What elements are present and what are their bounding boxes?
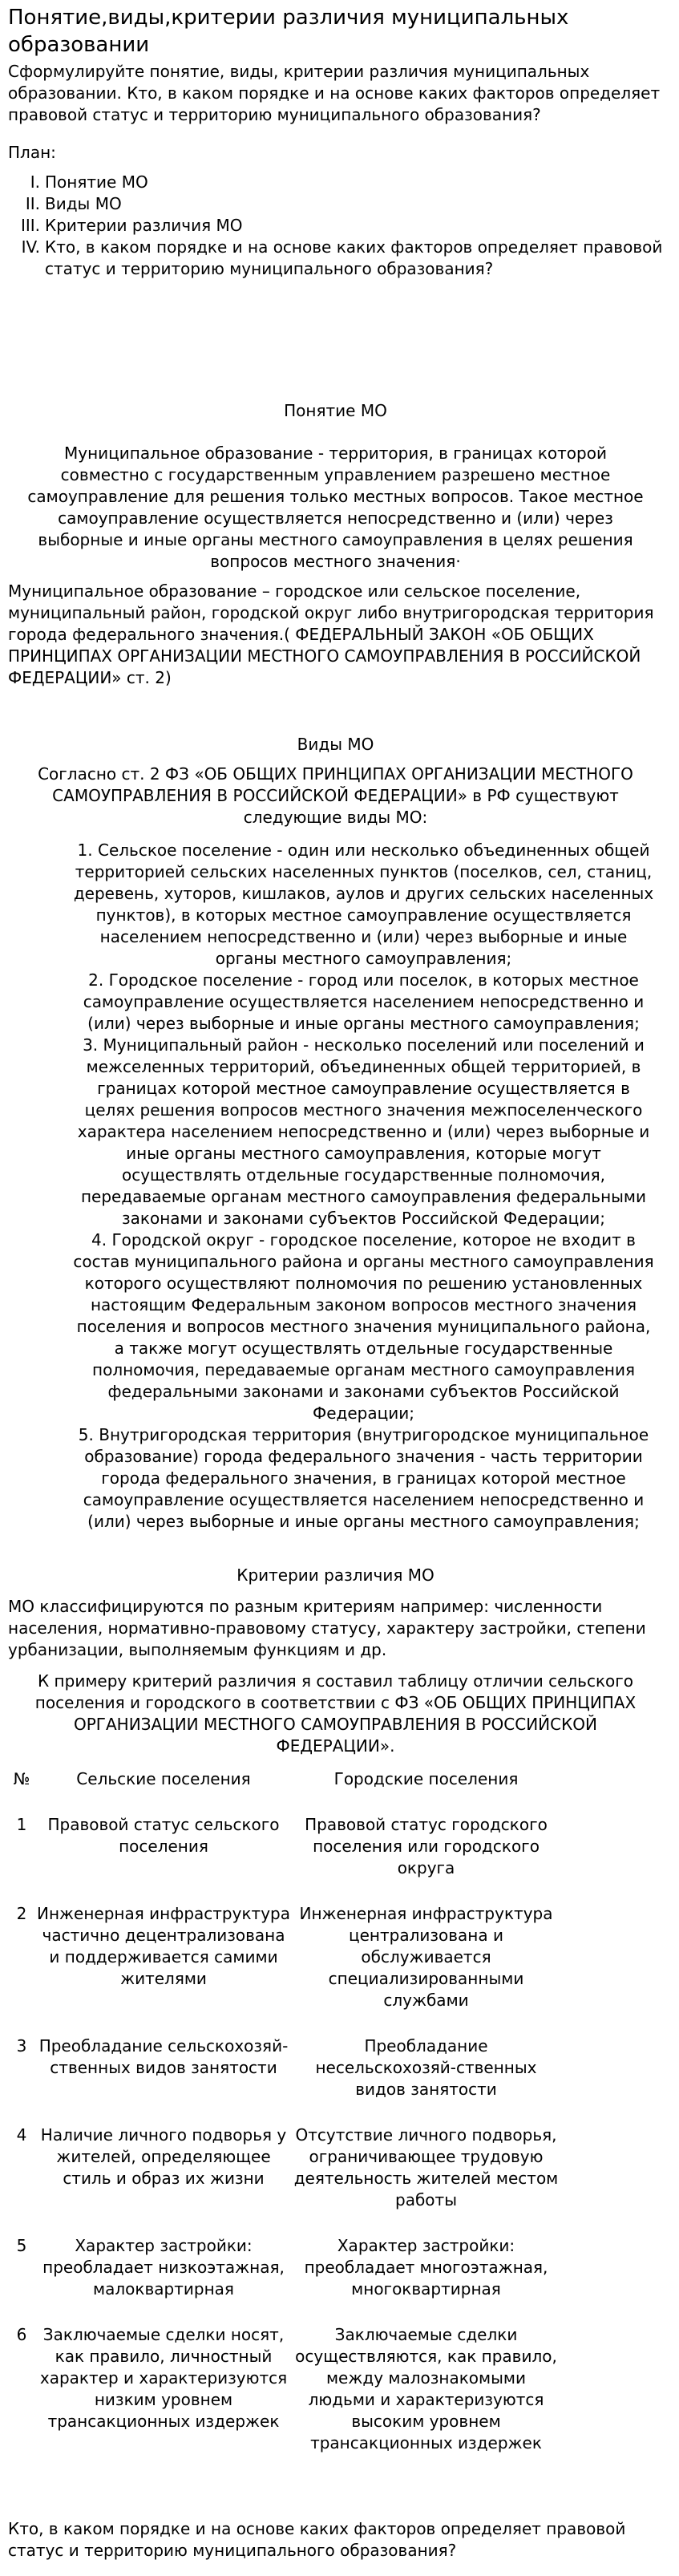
plan-item-text: Понятие МО <box>45 172 148 192</box>
types-item: 3. Муниципальный район - несколько поселений или поселений и межселенных территорий, объединенных общей территорией, в границах которой местное самоуправление осуществляется в целях решения вопросов местного значения межпоселенческого характера населением непосредственно и (или) через выборные и иные органы местного самоуправления, которые могут осуществлять отдельные государственные полномочия, передаваемые органам местного самоуправления федеральными законами и законами субъектов Российской Федерации; <box>77 1035 650 1228</box>
table-cell-urban: Правовой статус городского поселения или городского округа <box>305 1814 548 1877</box>
table-header-row <box>8 1768 560 1814</box>
table-header-rural: Сельские поселения <box>76 1768 251 1788</box>
table-header-urban: Городские поселения <box>333 1768 519 1788</box>
table-cell-rural: Наличие личного подворья у жителей, определяющее стиль и образ их жизни <box>40 2124 287 2188</box>
table-cell-rural: Правовой статус сельского поселения <box>47 1814 280 1856</box>
types-heading: Виды МО <box>297 734 374 754</box>
table-cell-rural: Характер застройки: преобладает низкоэтажная, малоквартирная <box>42 2235 285 2299</box>
table-cell-urban: Инженерная инфраструктура централизована и обслуживается специализированными службами <box>299 1903 553 2010</box>
types-item: 5. Внутригородская территория (внутригородское муниципальное образование) города федерального значения - часть территории города федерального значения, в границах которой местное самоуправление осуществляется населением непосредственно и (или) через выборные и иные органы местного самоуправления; <box>78 1424 649 1531</box>
document-page <box>0 5 663 2562</box>
table-cell-urban: Характер застройки: преобладает многоэтажная, многоквартирная <box>304 2235 548 2299</box>
types-intro: Согласно ст. 2 ФЗ «ОБ ОБЩИХ ПРИНЦИПАХ ОРГАНИЗАЦИИ МЕСТНОГО САМОУПРАВЛЕНИЯ В РОССИЙСКОЙ ФЕДЕРАЦИИ» в РФ существуют следующие виды МО: <box>38 763 633 827</box>
table-cell-rural: Заключаемые сделки носят, как правило, личностный характер и характеризуются низким уровнем трансакционных издержек <box>39 2324 288 2431</box>
table-cell-rural: Преобладание сельскохозяй-ственных видов занятости <box>38 2035 289 2077</box>
plan-item-text: Критерии различия МО <box>45 215 243 235</box>
types-item: 4. Городской округ - городское поселение, которое не входит в состав муниципального района и органы местного самоуправления которого осуществляют полномочия по решению установленных настоящим Федеральным законом вопросов местного значения поселения и вопросов местного значения муниципального района, а также могут осуществлять отдельные государственные полномочия, передаваемые органам местного самоуправления федеральными законами и законами субъектов Российской Федерации; <box>73 1229 654 1423</box>
spacer <box>8 1533 663 1565</box>
table-cell-number: 1 <box>16 1814 27 1834</box>
table-header-number: № <box>13 1768 30 1788</box>
table-row <box>8 2235 560 2324</box>
concept-definition: Муниципальное образование - территория, в границах которой совместно с государственным управлением разрешено местное самоуправление для решения только местных вопросов. Такое местное самоуправление осуществляется непосредственно и (или) через выборные и иные органы местного самоуправления в целях решения вопросов местного значения· <box>27 443 644 571</box>
plan-label: План: <box>8 142 56 162</box>
plan-list <box>8 172 663 280</box>
table-row <box>8 1903 560 2035</box>
table-row <box>8 2324 560 2478</box>
table-cell-urban: Отсутствие личного подворья, ограничивающее трудовую деятельность жителей местом работы <box>293 2124 559 2209</box>
table-cell-rural: Инженерная инфраструктура частично децентрализована и поддерживается самими жителями <box>37 1903 290 1988</box>
closing-question: Кто, в каком порядке и на основе каких факторов определяет правовой статус и территорию муниципального образования? <box>8 2518 626 2560</box>
table-row <box>8 1814 560 1903</box>
table-row <box>8 2124 560 2235</box>
spacer <box>8 2478 663 2518</box>
table-cell-number: 2 <box>16 1903 27 1923</box>
comparison-table <box>8 1768 560 2478</box>
table-cell-number: 5 <box>16 2235 27 2255</box>
plan-item-number: II. <box>25 193 40 213</box>
concept-heading: Понятие МО <box>284 400 387 420</box>
plan-item <box>8 215 663 237</box>
types-item: 2. Городское поселение - город или поселок, в которых местное самоуправление осуществляется населением непосредственно и (или) через выборные и иные органы местного самоуправления; <box>83 970 645 1033</box>
page-title: Понятие,виды,критерии различия муниципальных образовании <box>8 6 569 57</box>
table-intro: К примеру критерий различия я составил таблицу отличии сельского поселения и городского в соответствии с ФЗ «ОБ ОБЩИХ ПРИНЦИПАХ ОРГАНИЗАЦИИ МЕСТНОГО САМОУПРАВЛЕНИЯ В РОССИЙСКОЙ ФЕДЕРАЦИИ». <box>34 1671 637 1756</box>
spacer <box>8 280 663 400</box>
table-cell-number: 6 <box>16 2324 27 2344</box>
plan-item-text: Виды МО <box>45 193 122 213</box>
plan-item-text: Кто, в каком порядке и на основе каких факторов определяет правовой статус и территорию муниципального образования? <box>45 237 663 278</box>
intro-question: Сформулируйте понятие, виды, критерии различия муниципальных образовании. Кто, в каком порядке и на основе каких факторов определяет правовой статус и территорию муниципального образования? <box>8 61 661 124</box>
criteria-heading: Критерии различия МО <box>236 1565 434 1585</box>
table-cell-urban: Заключаемые сделки осуществляются, как правило, между малознакомыми людьми и характеризуются высоким уровнем трансакционных издержек <box>295 2324 557 2452</box>
table-row <box>8 2035 560 2124</box>
plan-item <box>8 237 663 280</box>
plan-item-number: IV. <box>21 237 40 257</box>
plan-item <box>8 193 663 215</box>
plan-item <box>8 172 663 193</box>
concept-paragraph: Муниципальное образование – городское или сельское поселение, муниципальный район, городской округ либо внутригородская территория города федерального значения.( ФЕДЕРАЛЬНЫЙ ЗАКОН «ОБ ОБЩИХ ПРИНЦИПАХ ОРГАНИЗАЦИИ МЕСТНОГО САМОУПРАВЛЕНИЯ В РОССИЙСКОЙ ФЕДЕРАЦИИ» ст. 2) <box>8 581 654 687</box>
table-cell-number: 3 <box>16 2035 27 2056</box>
table-cell-number: 4 <box>16 2124 27 2145</box>
types-item: 1. Сельское поселение - один или несколько объединенных общей территорией сельских населенных пунктов (поселков, сел, станиц, деревень, хуторов, кишлаков, аулов и других сельских населенных пунктов), в которых местное самоуправление осуществляется населением непосредственно и (или) через выборные и иные органы местного самоуправления; <box>73 840 654 968</box>
types-list <box>8 840 663 1533</box>
plan-item-number: III. <box>20 215 40 235</box>
spacer <box>8 703 663 734</box>
plan-item-number: I. <box>30 172 40 192</box>
criteria-paragraph: МО классифицируются по разным критериям например: численности населения, нормативно-правовому статусу, характеру застройки, степени урбанизации, выполняемым функциям и др. <box>8 1596 646 1659</box>
table-cell-urban: Преобладание несельскохозяй-ственных видов занятости <box>315 2035 537 2099</box>
